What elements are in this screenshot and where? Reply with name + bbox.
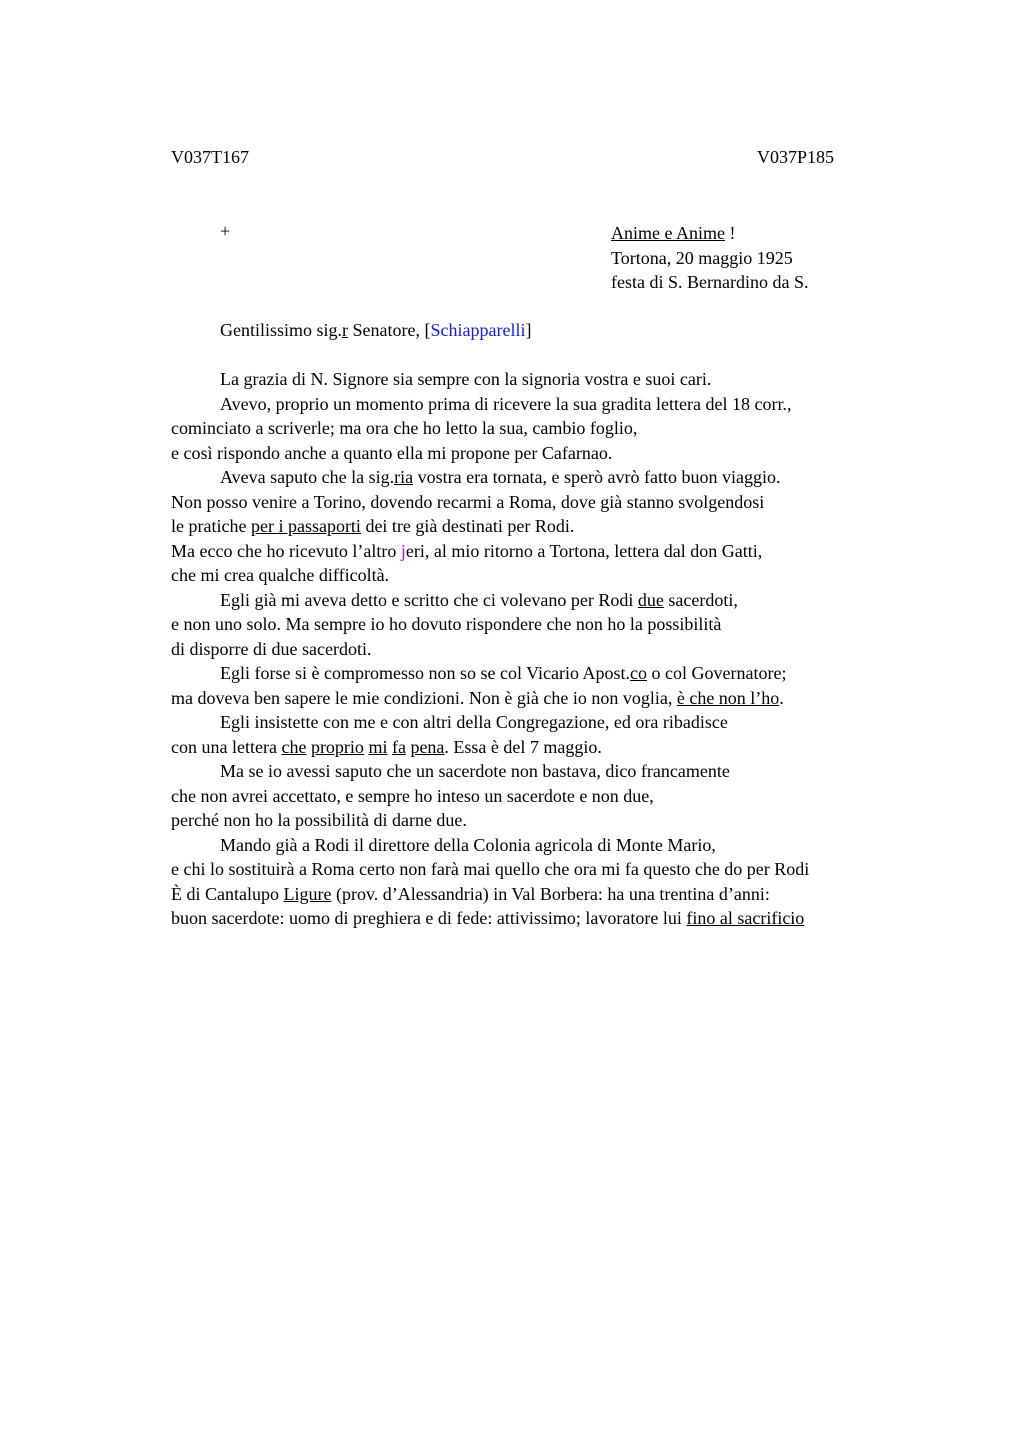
body-line: e così rispondo anche a quanto ella mi propone per Cafarnao.: [171, 442, 613, 463]
body-line: [220, 661, 786, 685]
heading-title-text: Anime e Anime: [611, 223, 725, 243]
text-segment: ma doveva ben sapere le mie condizioni. Non è già che io non voglia,: [171, 687, 677, 708]
body-line: Mando già a Rodi il direttore della Colonia agricola di Monte Mario,: [220, 834, 716, 855]
addressee-name: Schiapparelli: [430, 320, 526, 340]
heading-title: [611, 221, 808, 246]
salutation-close: ]: [525, 320, 532, 340]
salutation-post: Senatore, [: [348, 320, 431, 340]
underlined-text: pena: [410, 736, 445, 757]
underlined-text: Ligure: [283, 883, 332, 904]
body-line: che non avrei accettato, e sempre ho inteso un sacerdote e non due,: [171, 785, 654, 806]
text-segment: o col Governatore;: [647, 663, 787, 683]
underlined-text: due: [637, 589, 664, 610]
text-segment: con una lettera: [171, 736, 282, 757]
letter-heading: [611, 221, 808, 295]
place-date: Tortona, 20 maggio 1925: [611, 247, 793, 268]
body-line: Non posso venire a Torino, dovendo recarmi a Roma, dove già stanno svolgendosi: [171, 491, 765, 512]
cross-mark: +: [220, 221, 231, 241]
body-line: cominciato a scriverle; ma ora che ho letto la sua, cambio foglio,: [171, 418, 638, 438]
underlined-text: per i passaporti: [250, 516, 361, 536]
underlined-text: che: [281, 736, 307, 757]
text-segment: Egli già mi aveva detto e scritto che ci volevano per Rodi: [220, 589, 638, 610]
text-segment: Egli forse si è compromesso non so se col Vicario Apost.: [220, 663, 631, 683]
body-line: di disporre di due sacerdoti.: [171, 638, 372, 659]
text-segment: È di Cantalupo: [171, 883, 284, 904]
body-line: [220, 588, 738, 612]
body-line: [171, 735, 602, 759]
text-segment: dei tre già destinati per Rodi.: [360, 516, 575, 536]
body-line: e chi lo sostituirà a Roma certo non farà mai quello che ora mi fa questo che do per Rodi: [171, 859, 810, 879]
text-segment: eri, al mio ritorno a Tortona, lettera dal don Gatti,: [405, 540, 763, 561]
salutation: [220, 318, 531, 342]
underlined-text: fa: [391, 736, 406, 757]
text-segment: (prov. d’Alessandria) in Val Borbera: ha una trentina d’anni:: [331, 883, 770, 904]
underlined-text: proprio: [310, 736, 364, 757]
body-line: [171, 906, 804, 930]
body-line: [171, 686, 784, 710]
text-segment: le pratiche: [171, 516, 251, 536]
text-segment: Ma ecco che ho ricevuto l’altro: [171, 540, 401, 561]
text-segment: sacerdoti,: [663, 589, 738, 610]
body-line: perché non ho la possibilità di darne due.: [171, 810, 467, 830]
body-line: [171, 514, 574, 538]
body-line: [171, 539, 762, 563]
underlined-text: ria: [394, 467, 414, 487]
text-segment: .: [779, 687, 784, 708]
text-segment: buon sacerdote: uomo di preghiera e di fede: attivissimo; lavoratore lui: [171, 908, 687, 928]
text-segment: vostra era tornata, e sperò avrò fatto buon viaggio.: [413, 467, 781, 487]
body-line: Avevo, proprio un momento prima di ricevere la sua gradita lettera del 18 corr.,: [220, 393, 792, 414]
body-line: La grazia di N. Signore sia sempre con la signoria vostra e suoi cari.: [220, 369, 712, 389]
body-line: [220, 465, 780, 489]
body-line: Egli insistette con me e con altri della Congregazione, ed ora ribadisce: [220, 712, 728, 732]
heading-title-mark: !: [724, 223, 736, 243]
body-line: che mi crea qualche difficoltà.: [171, 565, 390, 585]
doc-code-left: V037T167: [171, 147, 249, 167]
underlined-text: è che non l’ho: [676, 687, 780, 708]
underlined-text: mi: [368, 736, 388, 757]
body-line: Ma se io avessi saputo che un sacerdote non bastava, dico francamente: [220, 761, 730, 781]
text-segment: . Essa è del 7 maggio.: [444, 736, 602, 757]
body-line: e non uno solo. Ma sempre io ho dovuto rispondere che non ho la possibilità: [171, 614, 722, 634]
underlined-text: co: [630, 663, 648, 683]
salutation-abbrev: r: [342, 320, 349, 340]
body-line: [171, 882, 770, 906]
text-segment: Aveva saputo che la sig.: [220, 467, 395, 487]
feast-day: festa di S. Bernardino da S.: [611, 272, 809, 292]
doc-code-right: V037P185: [757, 147, 835, 167]
salutation-pre: Gentilissimo sig.: [220, 320, 343, 340]
highlighted-letter: j: [400, 540, 406, 561]
underlined-text: fino al sacrificio: [686, 908, 805, 928]
